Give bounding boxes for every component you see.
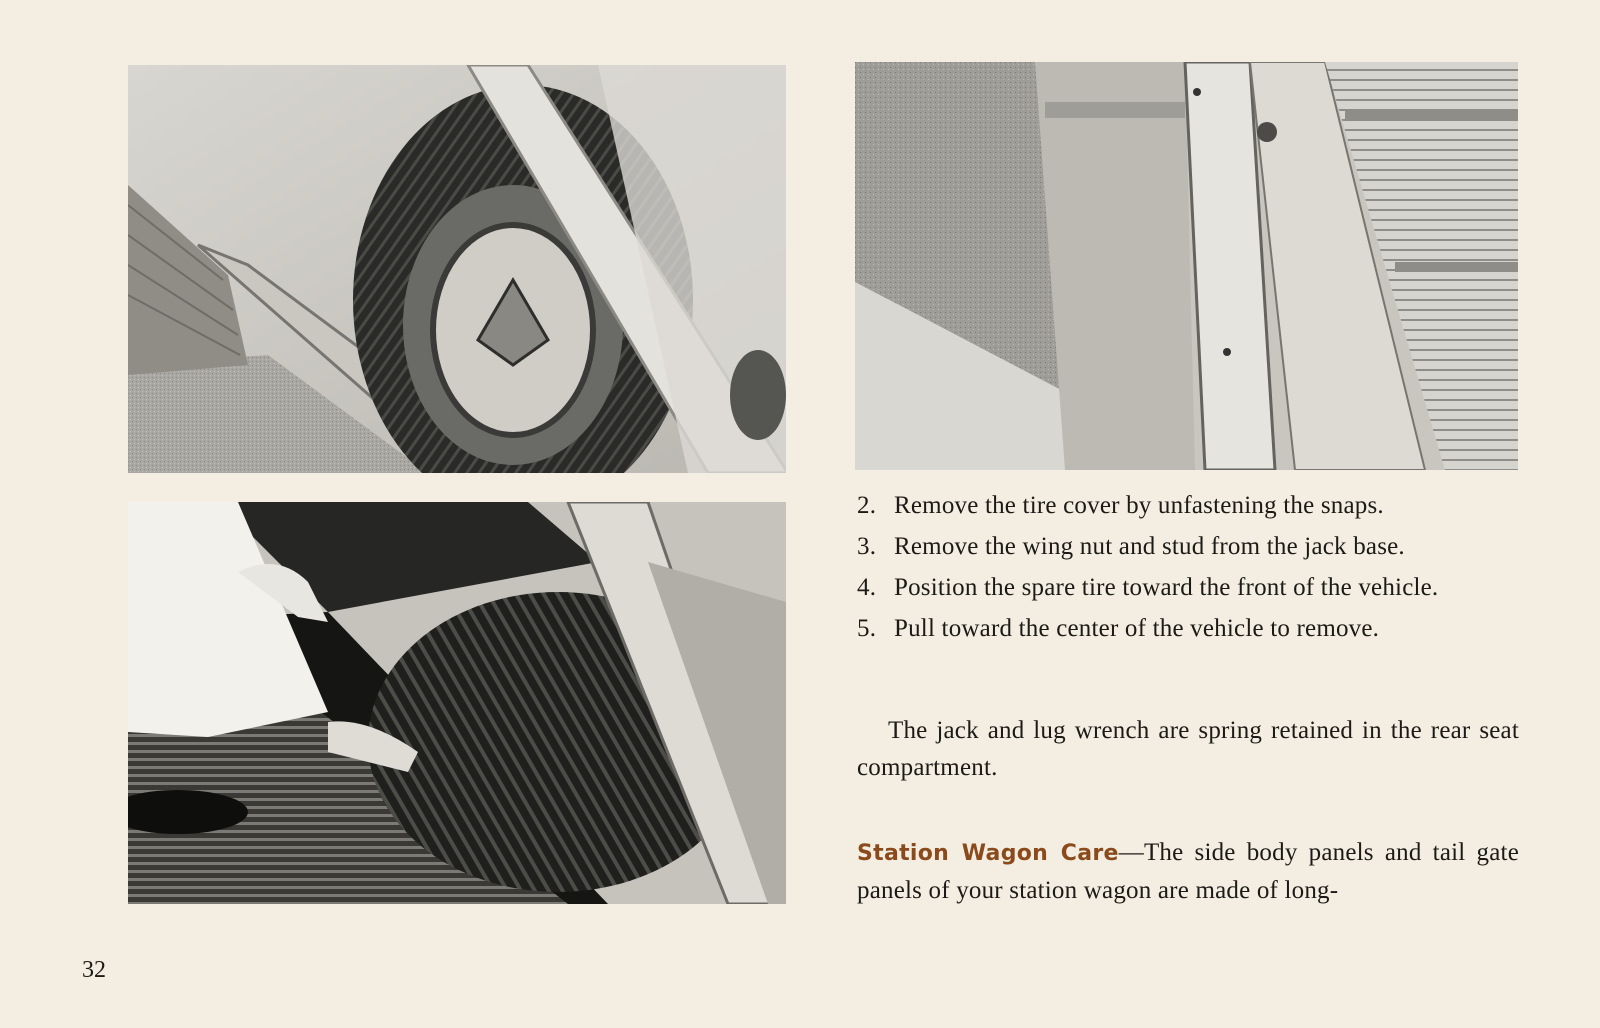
step-text: Position the spare tire toward the front of the vehicle. (894, 574, 1439, 601)
station-wagon-care-text: The side body panels and tail gate panels of your station wagon are made of long- (857, 839, 1519, 904)
step-text: Remove the tire cover by unfastening the snaps. (894, 492, 1384, 519)
rear-compartment-floor-illustration (855, 62, 1518, 470)
step-number: 2. (857, 492, 877, 519)
jack-paragraph: The jack and lug wrench are spring retained in the rear seat compartment. (857, 717, 1519, 781)
heading-dash: — (1118, 839, 1144, 866)
step-item (857, 487, 1519, 524)
station-wagon-care-heading: Station Wagon Care (857, 841, 1119, 866)
instruction-steps (857, 487, 1519, 651)
rear-compartment-floor-photo (855, 62, 1518, 470)
step-item (857, 610, 1519, 647)
spare-tire-well-illustration (128, 65, 786, 473)
step-number: 3. (857, 533, 877, 560)
step-text: Remove the wing nut and stud from the jack base. (894, 533, 1405, 560)
station-wagon-care-paragraph (857, 834, 1519, 909)
removing-spare-tire-illustration (128, 502, 786, 904)
page-number: 32 (82, 957, 106, 983)
step-item (857, 528, 1519, 565)
step-item (857, 569, 1519, 606)
step-number: 4. (857, 574, 877, 601)
step-text: Pull toward the center of the vehicle to remove. (894, 615, 1380, 642)
spare-tire-well-photo (128, 65, 786, 473)
removing-spare-tire-photo (128, 502, 786, 904)
step-number: 5. (857, 615, 877, 642)
